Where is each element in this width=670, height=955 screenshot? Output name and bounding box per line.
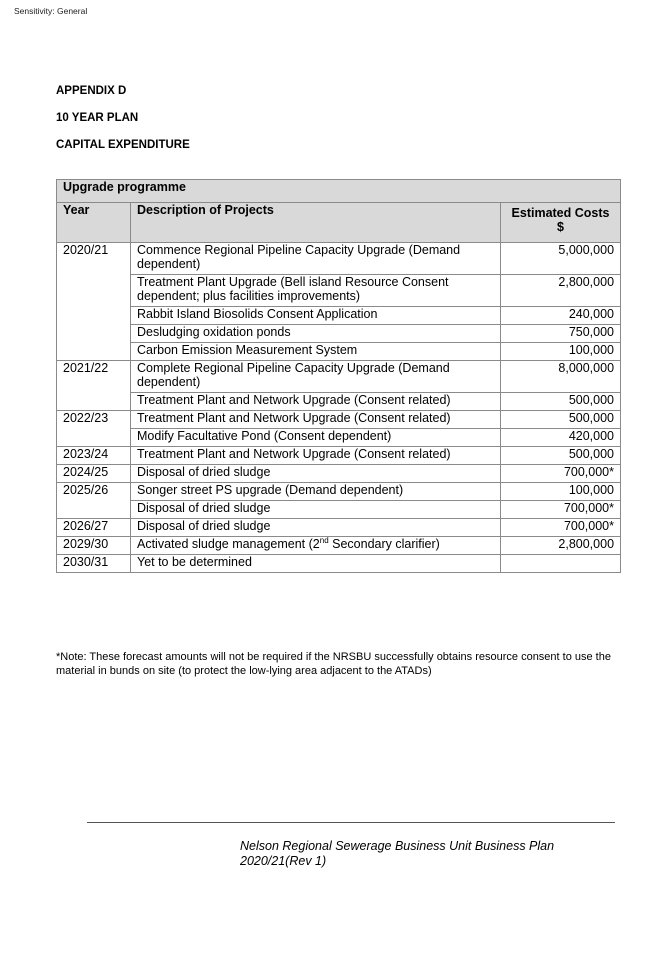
year-cell: 2024/25 bbox=[57, 465, 131, 483]
description-cell: Disposal of dried sludge bbox=[131, 519, 501, 537]
table-header-row bbox=[57, 203, 621, 243]
table-row bbox=[57, 361, 621, 393]
description-cell: Disposal of dried sludge bbox=[131, 465, 501, 483]
capex-heading: CAPITAL EXPENDITURE bbox=[56, 139, 190, 151]
amount-cell: 500,000 bbox=[501, 411, 621, 429]
table-row bbox=[57, 537, 621, 555]
description-cell: Songer street PS upgrade (Demand dependent) bbox=[131, 483, 501, 501]
table-banner-row bbox=[57, 180, 621, 203]
table-row bbox=[57, 411, 621, 429]
appendix-heading: APPENDIX D bbox=[56, 85, 127, 97]
amount-cell: 2,800,000 bbox=[501, 537, 621, 555]
table-row bbox=[57, 393, 621, 411]
table-row bbox=[57, 325, 621, 343]
description-cell: Carbon Emission Measurement System bbox=[131, 343, 501, 361]
table-row bbox=[57, 343, 621, 361]
description-cell: Complete Regional Pipeline Capacity Upgrade (Demand dependent) bbox=[131, 361, 501, 393]
year-cell: 2030/31 bbox=[57, 555, 131, 573]
year-cell: 2029/30 bbox=[57, 537, 131, 555]
amount-cell: 100,000 bbox=[501, 483, 621, 501]
amount-cell: 700,000* bbox=[501, 501, 621, 519]
description-cell: Disposal of dried sludge bbox=[131, 501, 501, 519]
description-cell: Yet to be determined bbox=[131, 555, 501, 573]
description-cell: Rabbit Island Biosolids Consent Application bbox=[131, 307, 501, 325]
amount-cell: 420,000 bbox=[501, 429, 621, 447]
table-row bbox=[57, 519, 621, 537]
table-row bbox=[57, 275, 621, 307]
amount-cell: 750,000 bbox=[501, 325, 621, 343]
year-cell: 2026/27 bbox=[57, 519, 131, 537]
ordinal-suffix: nd bbox=[319, 535, 329, 545]
table-row bbox=[57, 243, 621, 275]
table-row bbox=[57, 429, 621, 447]
amount-cell: 700,000* bbox=[501, 465, 621, 483]
description-column-header: Description of Projects bbox=[131, 203, 501, 243]
description-cell: Commence Regional Pipeline Capacity Upgrade (Demand dependent) bbox=[131, 243, 501, 275]
sensitivity-label: Sensitivity: General bbox=[14, 6, 88, 16]
table-row bbox=[57, 447, 621, 465]
description-text: Secondary clarifier) bbox=[328, 537, 440, 551]
year-cell: 2023/24 bbox=[57, 447, 131, 465]
amount-cell: 100,000 bbox=[501, 343, 621, 361]
year-cell: 2021/22 bbox=[57, 361, 131, 411]
description-cell bbox=[131, 537, 501, 555]
capital-expenditure-table bbox=[56, 179, 621, 573]
table-row bbox=[57, 483, 621, 501]
description-text: Activated sludge management (2 bbox=[137, 537, 320, 551]
description-cell: Treatment Plant and Network Upgrade (Consent related) bbox=[131, 393, 501, 411]
footer-divider bbox=[87, 822, 615, 823]
year-cell: 2025/26 bbox=[57, 483, 131, 519]
cost-header-line2: $ bbox=[557, 220, 564, 234]
amount-cell bbox=[501, 555, 621, 573]
description-cell: Modify Facultative Pond (Consent dependent) bbox=[131, 429, 501, 447]
amount-cell: 500,000 bbox=[501, 393, 621, 411]
cost-column-header bbox=[501, 203, 621, 243]
table-row bbox=[57, 465, 621, 483]
year-cell: 2020/21 bbox=[57, 243, 131, 361]
footer-line-1: Nelson Regional Sewerage Business Unit Business Plan bbox=[240, 839, 555, 853]
amount-cell: 2,800,000 bbox=[501, 275, 621, 307]
description-cell: Treatment Plant and Network Upgrade (Consent related) bbox=[131, 411, 501, 429]
footer-line-2: 2020/21(Rev 1) bbox=[240, 854, 327, 868]
amount-cell: 5,000,000 bbox=[501, 243, 621, 275]
year-column-header: Year bbox=[57, 203, 131, 243]
cost-header-line1: Estimated Costs bbox=[511, 206, 610, 220]
year-cell: 2022/23 bbox=[57, 411, 131, 447]
description-cell: Desludging oxidation ponds bbox=[131, 325, 501, 343]
amount-cell: 700,000* bbox=[501, 519, 621, 537]
footnote: *Note: These forecast amounts will not be required if the NRSBU successfully obtains resource consent to use the material in bunds on site (to protect the low-lying area adjacent to the ATADs) bbox=[56, 651, 611, 677]
amount-cell: 240,000 bbox=[501, 307, 621, 325]
table-banner: Upgrade programme bbox=[57, 180, 621, 203]
amount-cell: 500,000 bbox=[501, 447, 621, 465]
table-row bbox=[57, 501, 621, 519]
page-footer bbox=[240, 839, 554, 869]
amount-cell: 8,000,000 bbox=[501, 361, 621, 393]
description-cell: Treatment Plant and Network Upgrade (Consent related) bbox=[131, 447, 501, 465]
table-row bbox=[57, 307, 621, 325]
description-cell: Treatment Plant Upgrade (Bell island Resource Consent dependent; plus facilities improvements) bbox=[131, 275, 501, 307]
plan-heading: 10 YEAR PLAN bbox=[56, 112, 139, 124]
table-row bbox=[57, 555, 621, 573]
